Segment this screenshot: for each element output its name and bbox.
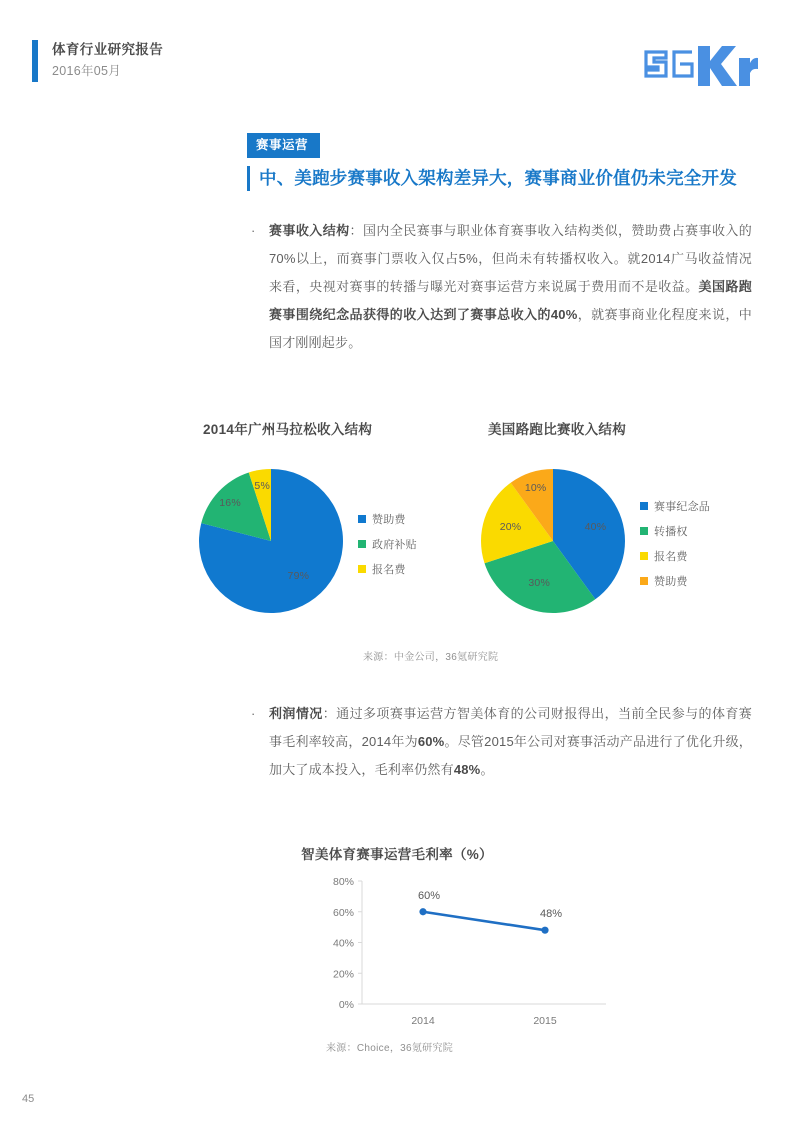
legend-label: 转播权 xyxy=(654,526,688,538)
content-column xyxy=(247,133,752,357)
bullet-marker: · xyxy=(251,706,256,721)
section-headline-wrap xyxy=(247,166,752,191)
pie-svg-us xyxy=(478,466,628,616)
bullet-text-part-2: ，就赛事商业化程度来说，中国才刚刚起步。 xyxy=(269,307,752,350)
content-column-lower xyxy=(247,700,752,784)
chart-axis-lines xyxy=(362,881,606,1004)
legend-swatch-icon xyxy=(640,502,648,510)
pie-charts-section xyxy=(0,418,794,663)
legend-label: 报名费 xyxy=(372,563,406,576)
pie-slice-label: 10% xyxy=(524,481,547,494)
pie-chart-title-guangzhou: 2014年广州马拉松收入结构 xyxy=(203,422,373,437)
pie-legend-guangzhou xyxy=(358,511,417,577)
y-axis-tick-label: 80% xyxy=(332,876,354,888)
bullet-text-part-1: 国内全民赛事与职业体育赛事收入结构类似，赞助费占赛事收入的70%以上，而赛事门票收入仅占5%，但尚未有转播权收入。就2014广马收益情况来看，央视对赛事的转播与曝光对赛事运营方来说属于费用而不是收益。 xyxy=(269,223,753,294)
pie-charts-source: 来源：中金公司，36氪研究院 xyxy=(363,652,499,663)
pie-chart-titles xyxy=(0,418,794,444)
legend-swatch-icon xyxy=(358,515,366,523)
legend-swatch-icon xyxy=(358,540,366,548)
pie-slice-label: 30% xyxy=(528,577,551,590)
section-badge: 赛事运营 xyxy=(247,133,320,158)
page-number: 45 xyxy=(22,1093,35,1105)
pie-chart-us xyxy=(478,466,710,621)
y-axis-tick-label: 20% xyxy=(332,968,354,981)
legend-label: 政府补贴 xyxy=(372,538,417,551)
line-chart-title: 智美体育赛事运营毛利率（%） xyxy=(301,847,493,862)
report-title: 体育行业研究报告 xyxy=(52,42,164,57)
x-axis-tick-label: 2014 xyxy=(411,1015,435,1027)
bullet-bold-part-1: 60% xyxy=(417,734,445,749)
pie-canvas-us xyxy=(478,466,628,621)
bullet-lead: 赛事收入结构 xyxy=(269,223,350,238)
header-accent-bar xyxy=(32,40,38,82)
pie-svg-guangzhou xyxy=(196,466,346,616)
pie-chart-guangzhou xyxy=(196,466,417,621)
line-chart-source: 来源：Choice，36氪研究院 xyxy=(326,1043,454,1054)
header-text-group xyxy=(52,40,163,82)
bullet-lead: 利润情况 xyxy=(269,706,323,721)
bullet-text xyxy=(269,700,752,784)
bullet-bold-part-2: 48% xyxy=(453,762,481,777)
legend-swatch-icon xyxy=(640,552,648,560)
legend-item xyxy=(640,573,710,589)
line-data-point xyxy=(419,908,426,915)
bullet-text-part-2: 。尽管2015年公司对赛事活动产品进行了优化升级，加大了成本投入，毛利率仍然有 xyxy=(269,734,752,777)
legend-label: 赛事纪念品 xyxy=(654,501,710,513)
line-series-path xyxy=(423,912,545,930)
line-data-point xyxy=(541,927,548,934)
pie-slice-label: 20% xyxy=(499,521,522,534)
legend-item xyxy=(640,498,710,514)
logo-36kr-icon xyxy=(640,38,758,94)
bullet-text-part-3: 。 xyxy=(480,762,494,777)
legend-item xyxy=(358,511,417,527)
pie-chart-title-us: 美国路跑比赛收入结构 xyxy=(488,422,626,437)
line-chart-svg xyxy=(310,869,610,1039)
section-headline: 中、美跑步赛事收入架构差异大，赛事商业价值仍未完全开发 xyxy=(259,168,737,188)
y-axis-tick-label: 0% xyxy=(338,999,354,1011)
y-axis-tick-label: 40% xyxy=(332,937,354,950)
pie-slice-label: 16% xyxy=(219,496,241,509)
bullet-colon: ： xyxy=(322,706,337,721)
legend-swatch-icon xyxy=(640,527,648,535)
line-data-label: 48% xyxy=(539,908,563,921)
brand-logo-36kr xyxy=(640,38,758,94)
bullet-item-profit xyxy=(247,700,752,784)
report-header xyxy=(32,40,163,82)
legend-swatch-icon xyxy=(640,577,648,585)
legend-label: 报名费 xyxy=(654,551,688,563)
legend-item xyxy=(358,561,417,577)
legend-label: 赞助费 xyxy=(654,576,688,588)
bullet-colon: ： xyxy=(349,223,363,238)
bullet-bold-part-1: 美国路跑赛事围绕纪念品获得的收入达到了赛事总收入的40% xyxy=(269,279,752,322)
legend-item xyxy=(640,548,710,564)
pie-slice-label: 40% xyxy=(584,521,607,534)
legend-label: 赞助费 xyxy=(372,513,406,526)
legend-item xyxy=(358,536,417,552)
headline-accent-bar xyxy=(247,166,250,191)
bullet-text-part-1: 通过多项赛事运营方智美体育的公司财报得出，当前全民参与的体育赛事毛利率较高，2014年为 xyxy=(269,706,753,749)
pie-legend-us xyxy=(640,498,710,589)
pie-slice-label: 79% xyxy=(287,570,310,583)
line-data-label: 60% xyxy=(417,889,441,902)
y-axis-tick-label: 60% xyxy=(332,906,354,919)
x-axis-tick-label: 2015 xyxy=(533,1015,557,1027)
legend-item xyxy=(640,523,710,539)
legend-swatch-icon xyxy=(358,565,366,573)
pie-slice-label: 5% xyxy=(254,479,270,492)
report-date: 2016年05月 xyxy=(52,64,122,78)
pie-canvas-guangzhou xyxy=(196,466,346,621)
bullet-marker: · xyxy=(251,223,256,238)
bullet-item-revenue-structure xyxy=(247,217,752,357)
bullet-text xyxy=(269,217,752,357)
